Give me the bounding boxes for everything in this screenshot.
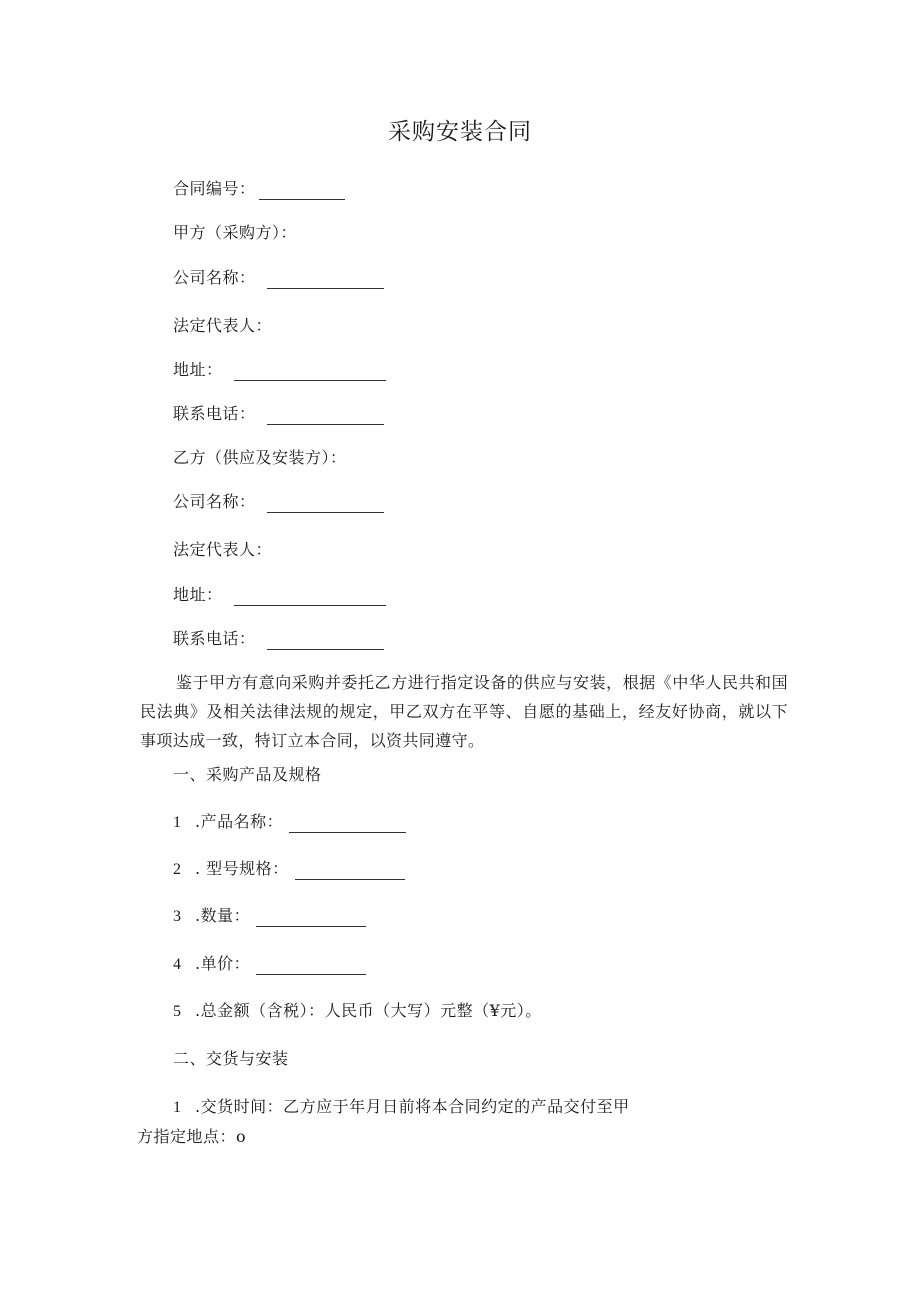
item-label: .产品名称： — [195, 812, 284, 831]
party-a-phone-field — [173, 403, 384, 425]
party-a-phone-blank[interactable] — [267, 424, 384, 425]
party-a-address-field — [173, 359, 386, 381]
section1-item-5 — [173, 1000, 542, 1022]
model-spec-blank[interactable] — [295, 879, 405, 880]
section1-item-4 — [173, 953, 366, 975]
item-number: 1 — [173, 1099, 182, 1116]
preamble-paragraph: 鉴于甲方有意向采购并委托乙方进行指定设备的供应与安装，根据《中华人民共和国民法典》及相关法律法规的规定，甲乙双方在平等、自愿的基础上，经友好协商，就以下事项达成一致，特订立本合同，以资共同遵守。 — [140, 673, 788, 750]
party-b-company-label: 公司名称： — [173, 492, 256, 511]
party-b-phone-label: 联系电话： — [173, 629, 256, 648]
party-a-heading: 甲方（采购方）： — [173, 223, 298, 242]
party-a-address-label: 地址： — [173, 360, 223, 379]
party-b-address-field — [173, 584, 386, 606]
section1-item-2 — [173, 858, 405, 880]
item-number: 4 — [173, 956, 182, 973]
item-number: 1 — [173, 814, 182, 831]
party-b-phone-blank[interactable] — [267, 649, 384, 650]
section2-continuation: 方指定地点：o — [137, 1127, 247, 1146]
party-b-address-blank[interactable] — [234, 605, 386, 606]
item-label: .交货时间：乙方应于年月日前将本合同约定的产品交付至甲 — [195, 1097, 630, 1116]
item-label: .数量： — [195, 906, 251, 925]
unit-price-blank[interactable] — [256, 974, 366, 975]
contract-no-label: 合同编号： — [173, 179, 256, 198]
section1-item-1 — [173, 811, 406, 833]
party-b-phone-field — [173, 628, 384, 650]
party-b-heading: 乙方（供应及安装方）： — [173, 448, 347, 467]
party-a-phone-label: 联系电话： — [173, 404, 256, 423]
party-a-company-blank[interactable] — [267, 288, 384, 289]
party-b-address-label: 地址： — [173, 585, 223, 604]
section1-item-3 — [173, 905, 366, 927]
party-a-company-field — [173, 267, 384, 289]
item-label: .总金额（含税）：人民币（大写）元整（¥元）。 — [195, 1001, 542, 1020]
item-label: .单价： — [195, 954, 251, 973]
item-number: 2 — [173, 861, 182, 878]
quantity-blank[interactable] — [256, 926, 366, 927]
party-a-company-label: 公司名称： — [173, 268, 256, 287]
item-label: . 型号规格： — [195, 859, 289, 878]
page-title: 采购安装合同 — [388, 119, 532, 145]
party-b-company-blank[interactable] — [267, 512, 384, 513]
party-a-rep-field: 法定代表人： — [173, 316, 273, 335]
item-number: 3 — [173, 908, 182, 925]
item-number: 5 — [173, 1003, 182, 1020]
party-b-rep-field: 法定代表人： — [173, 540, 273, 559]
section2-heading: 二、交货与安装 — [173, 1049, 289, 1068]
contract-no-blank[interactable] — [259, 199, 345, 200]
contract-no-field — [173, 178, 345, 200]
product-name-blank[interactable] — [289, 832, 406, 833]
party-a-address-blank[interactable] — [234, 380, 386, 381]
section2-item-1 — [173, 1096, 630, 1118]
section1-heading: 一、采购产品及规格 — [173, 765, 322, 784]
party-b-company-field — [173, 491, 384, 513]
